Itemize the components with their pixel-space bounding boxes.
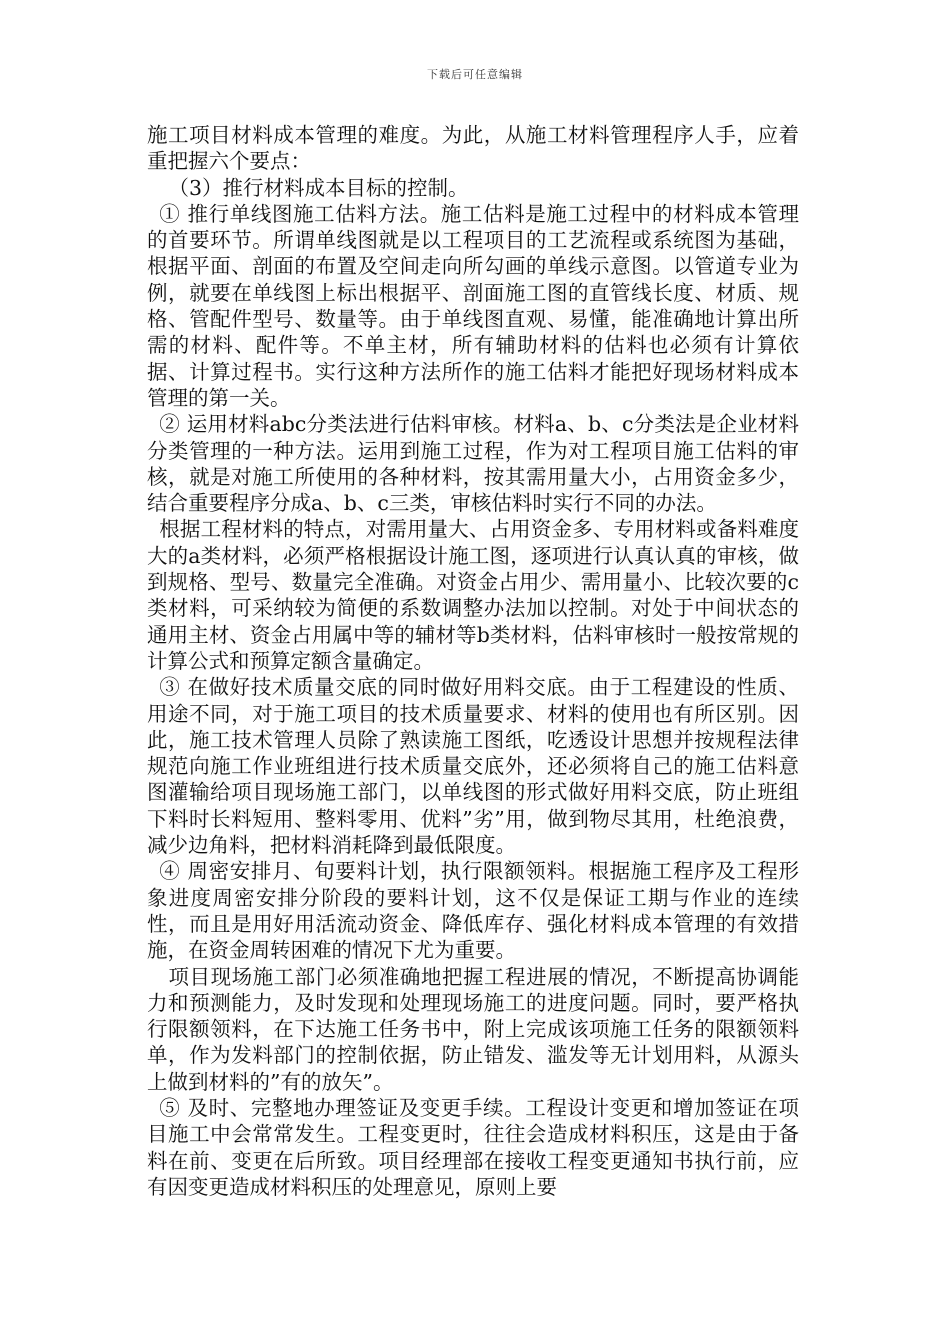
paragraph-item-3: ③ 在做好技术质量交底的同时做好用料交底。由于工程建设的性质、用途不同，对于施工项目的技术质量要求、材料的使用也有所区别。因此，施工技术管理人员除了熟读施工图纸，吃透设计思想并按规程法律规范向施工作业班组进行技术质量交底外，还必须将自己的施工估料意图灌输给项目现场施工部门，以单线图的形式做好用料交底，防止班组下料时长料短用、整料零用、优料”劣”用，做到物尽其用，杜绝浪费，减少边角料，把材料消耗降到最低限度。 [147, 675, 799, 858]
paragraph-item-5: ⑤ 及时、完整地办理签证及变更手续。工程设计变更和增加签证在项目施工中会常常发生。工程变更时，往往会造成材料积压，这是由于备料在前、变更在后所致。项目经理部在接收工程变更通知书执行前，应有因变更造成材料积压的处理意见，原则上要 [147, 1095, 799, 1199]
page-header: 下载后可任意编辑 [427, 68, 523, 81]
paragraph-item-4: ④ 周密安排月、旬要料计划，执行限额领料。根据施工程序及工程形象进度周密安排分阶段的要料计划，这不仅是保证工期与作业的连续性，而且是用好用活流动资金、降低库存、强化材料成本管理的有效措施，在资金周转困难的情况下尤为重要。 [147, 859, 799, 963]
paragraph-site-department: 项目现场施工部门必须准确地把握工程进展的情况，不断提高协调能力和预测能力，及时发现和处理现场施工的进度问题。同时，要严格执行限额领料，在下达施工任务书中，附上完成该项施工任务的限额领料单，作为发料部门的控制依据，防止错发、滥发等无计划用料，从源头上做到材料的”有的放矢”。 [147, 964, 799, 1094]
paragraph-item-2: ② 运用材料abc分类法进行估料审核。材料a、b、c分类法是企业材料分类管理的一种方法。运用到施工过程，作为对工程项目施工估料的审核，就是对施工所使用的各种材料，按其需用量大小，占用资金多少，结合重要程序分成a、b、c三类，审核估料时实行不同的办法。 [147, 412, 799, 516]
document-body [147, 122, 799, 1200]
paragraph-intro: 施工项目材料成本管理的难度。为此，从施工材料管理程序人手，应着重把握六个要点： [147, 123, 799, 174]
paragraph-item-1: ① 推行单线图施工估料方法。施工估料是施工过程中的材料成本管理的首要环节。所谓单线图就是以工程项目的工艺流程或系统图为基础，根据平面、剖面的布置及空间走向所勾画的单线示意图。以管道专业为例，就要在单线图上标出根据平、剖面施工图的直管线长度、材质、规格、管配件型号、数量等。由于单线图直观、易懂，能准确地计算出所需的材料、配件等。不单主材，所有辅助材料的估料也必须有计算依据、计算过程书。实行这种方法所作的施工估料才能把好现场材料成本管理的第一关。 [147, 201, 799, 410]
paragraph-section-heading: （3）推行材料成本目标的控制。 [168, 175, 469, 200]
paragraph-material-classes: 根据工程材料的特点，对需用量大、占用资金多、专用材料或备料难度大的a类材料，必须严格根据设计施工图，逐项进行认真认真的审核，做到规格、型号、数量完全准确。对资金占用少、需用量小、比较次要的c类材料，可采纳较为简便的系数调整办法加以控制。对处于中间状态的通用主材、资金占用属中等的辅材等b类材料，估料审核时一般按常规的计算公式和预算定额含量确定。 [147, 517, 799, 673]
